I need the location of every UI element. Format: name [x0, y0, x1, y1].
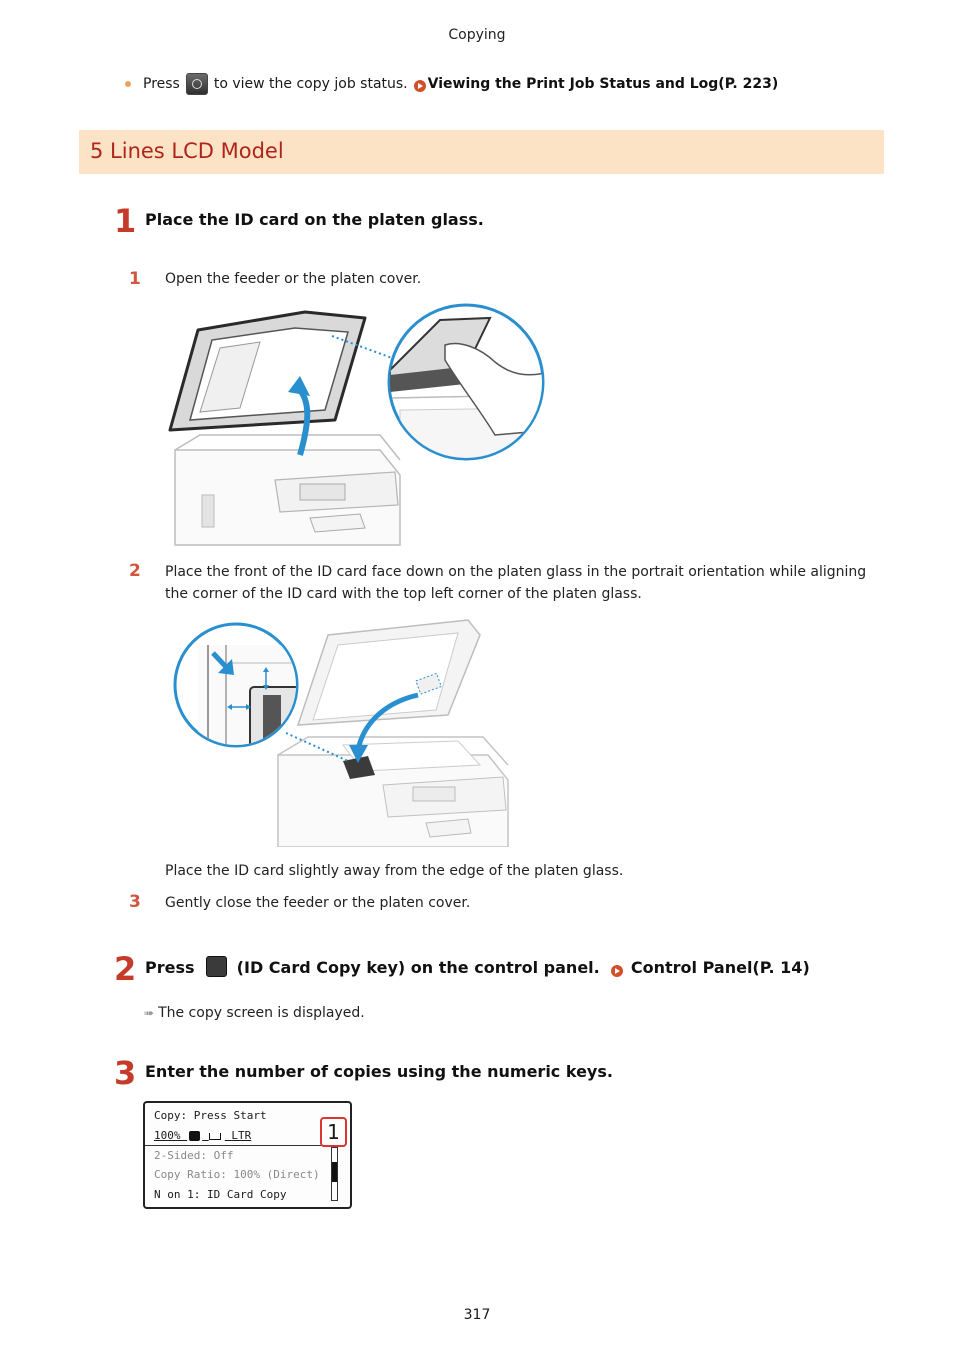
step-2-press-text: Press [145, 958, 195, 977]
substep-2-note: Place the ID card slightly away from the edge of the platen glass. [165, 863, 624, 879]
lcd-copies-count: 1 [320, 1117, 347, 1147]
open-feeder-illustration [160, 300, 550, 548]
job-status-note [125, 73, 778, 95]
print-job-status-link[interactable]: Viewing the Print Job Status and Log(P. 223) [427, 76, 779, 92]
lcd-settings-line [154, 1129, 251, 1142]
substep-1-text: Open the feeder or the platen cover. [165, 271, 422, 287]
lcd-copy-screen [143, 1101, 352, 1209]
id-card-copy-key-icon [206, 956, 227, 977]
running-header: Copying [448, 27, 506, 43]
paper-tray-icon [209, 1133, 221, 1140]
lcd-nup-line: N on 1: ID Card Copy [154, 1188, 287, 1201]
section-title: 5 Lines LCD Model [90, 139, 284, 163]
step-2-text [145, 958, 810, 979]
place-id-card-illustration [168, 615, 518, 847]
substep-3-text: Gently close the feeder or the platen cover. [165, 895, 471, 911]
bullet-icon [125, 81, 131, 87]
substep-1-number: 1 [129, 269, 141, 289]
lcd-scrollbar [331, 1147, 338, 1201]
lcd-zoom: 100% [154, 1129, 181, 1142]
step-2-number: 2 [114, 950, 137, 988]
step-3-number: 3 [114, 1054, 137, 1092]
substep-2-number: 2 [129, 561, 141, 581]
link-arrow-icon [414, 80, 426, 92]
lcd-scroll-thumb [332, 1162, 337, 1182]
lcd-divider [145, 1145, 321, 1146]
step-2-after-text: (ID Card Copy key) on the control panel. [236, 958, 600, 977]
note-press-text: Press [143, 76, 180, 92]
copies-badge-icon [189, 1131, 200, 1141]
lcd-ratio-line: Copy Ratio: 100% (Direct) [154, 1168, 320, 1181]
substep-2-text: Place the front of the ID card face down on the platen glass in the portrait orientation while aligning the corner of the ID card with the top left corner of the platen glass. [165, 564, 867, 602]
note-after-text: to view the copy job status. [213, 76, 408, 92]
lcd-paper-size: LTR [231, 1129, 252, 1142]
substep-3-number: 3 [129, 892, 141, 912]
step-1-text: Place the ID card on the platen glass. [145, 210, 484, 229]
status-monitor-key-icon [186, 73, 208, 95]
lcd-status-line: Copy: Press Start [154, 1109, 267, 1122]
step-2-result [144, 1002, 365, 1024]
control-panel-link[interactable]: Control Panel(P. 14) [630, 958, 810, 977]
step-2-result-text: The copy screen is displayed. [158, 1005, 365, 1021]
lcd-duplex-line: 2-Sided: Off [154, 1149, 234, 1162]
page-number: 317 [463, 1307, 491, 1323]
result-arrow-icon: ➠ [144, 1006, 155, 1020]
link-arrow-icon [611, 965, 623, 977]
step-3-text: Enter the number of copies using the numeric keys. [145, 1062, 613, 1081]
step-1-number: 1 [114, 202, 137, 240]
